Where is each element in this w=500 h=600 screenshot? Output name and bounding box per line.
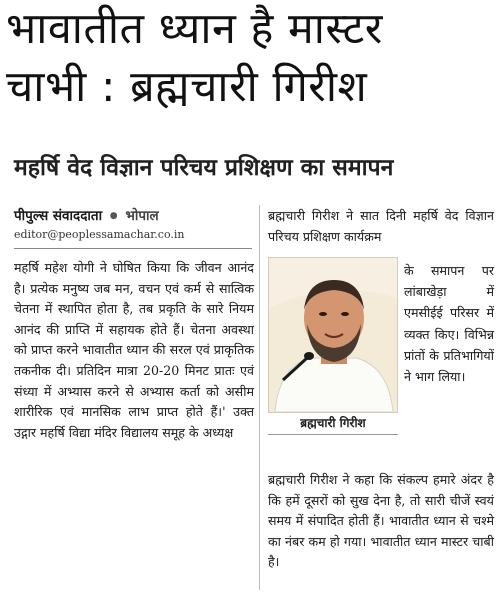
reporter-email: editor@peoplessamachar.co.in xyxy=(14,228,185,241)
headline-line-1: भावातीत ध्यान है मास्टर xyxy=(6,4,383,54)
subheadline: महर्षि वेद विज्ञान परिचय प्रशिक्षण का समापन xyxy=(14,155,394,181)
byline-divider xyxy=(14,248,252,249)
reporter-name: पीपुल्स संवाददाता xyxy=(14,208,103,224)
dateline-city: भोपाल xyxy=(125,208,159,224)
byline xyxy=(14,206,254,224)
article-column-right-bottom: ब्रह्मचारी गिरीश ने कहा कि संकल्प हमारे अंदर है कि हमें दूसरों को सुख देना है, तो सारी चीजें स्वयं समय में संपादित होती हैं। भावातीत ध्यान से चश्मे का नंबर कम हो गया। भावातीत ध्यान मास्टर चाबी है। xyxy=(268,472,494,570)
article-column-right-top: ब्रह्मचारी गिरीश ने सात दिनी महर्षि वेद विज्ञान परिचय प्रशिक्षण कार्यक्रम xyxy=(268,208,494,244)
article-column-left: महर्षि महेश योगी ने घोषित किया कि जीवन आनंद है। प्रत्येक मनुष्य जब मन, वचन एवं कर्म से सात्विक चेतना में स्थापित होता है, तब प्रकृति के सारे नियम आनंद की प्राप्ति में सहायक होते हैं। चेतना अवस्था को प्राप्त करने भावातीत ध्यान की सरल एवं प्राकृतिक तकनीक दी। प्रतिदिन मात्रा 20-20 मिनट प्रातः एवं संध्या में अभ्यास करने से अभ्यास कर्ता को असीम शारीरिक एवं मानसिक लाभ प्राप्त होते हैं।' उक्त उद्गार महर्षि विद्या मंदिर विद्यालय समूह के अध्यक्ष xyxy=(14,260,254,440)
portrait-photo xyxy=(268,257,398,413)
article-column-right-side: के समापन पर लांबाखेड़ा में एमसीईई परिसर में व्यक्त किए। विभिन्न प्रांतों के प्रतिभागियों ने भाग लिया। xyxy=(404,263,494,385)
headline xyxy=(6,0,496,116)
photo-caption: ब्रह्मचारी गिरीश xyxy=(268,412,398,435)
column-divider xyxy=(259,205,260,590)
separator-dot-icon: ● xyxy=(109,211,118,221)
portrait-illustration xyxy=(269,258,397,412)
headline-line-2: चाभी : ब्रह्मचारी गिरीश xyxy=(6,62,368,112)
